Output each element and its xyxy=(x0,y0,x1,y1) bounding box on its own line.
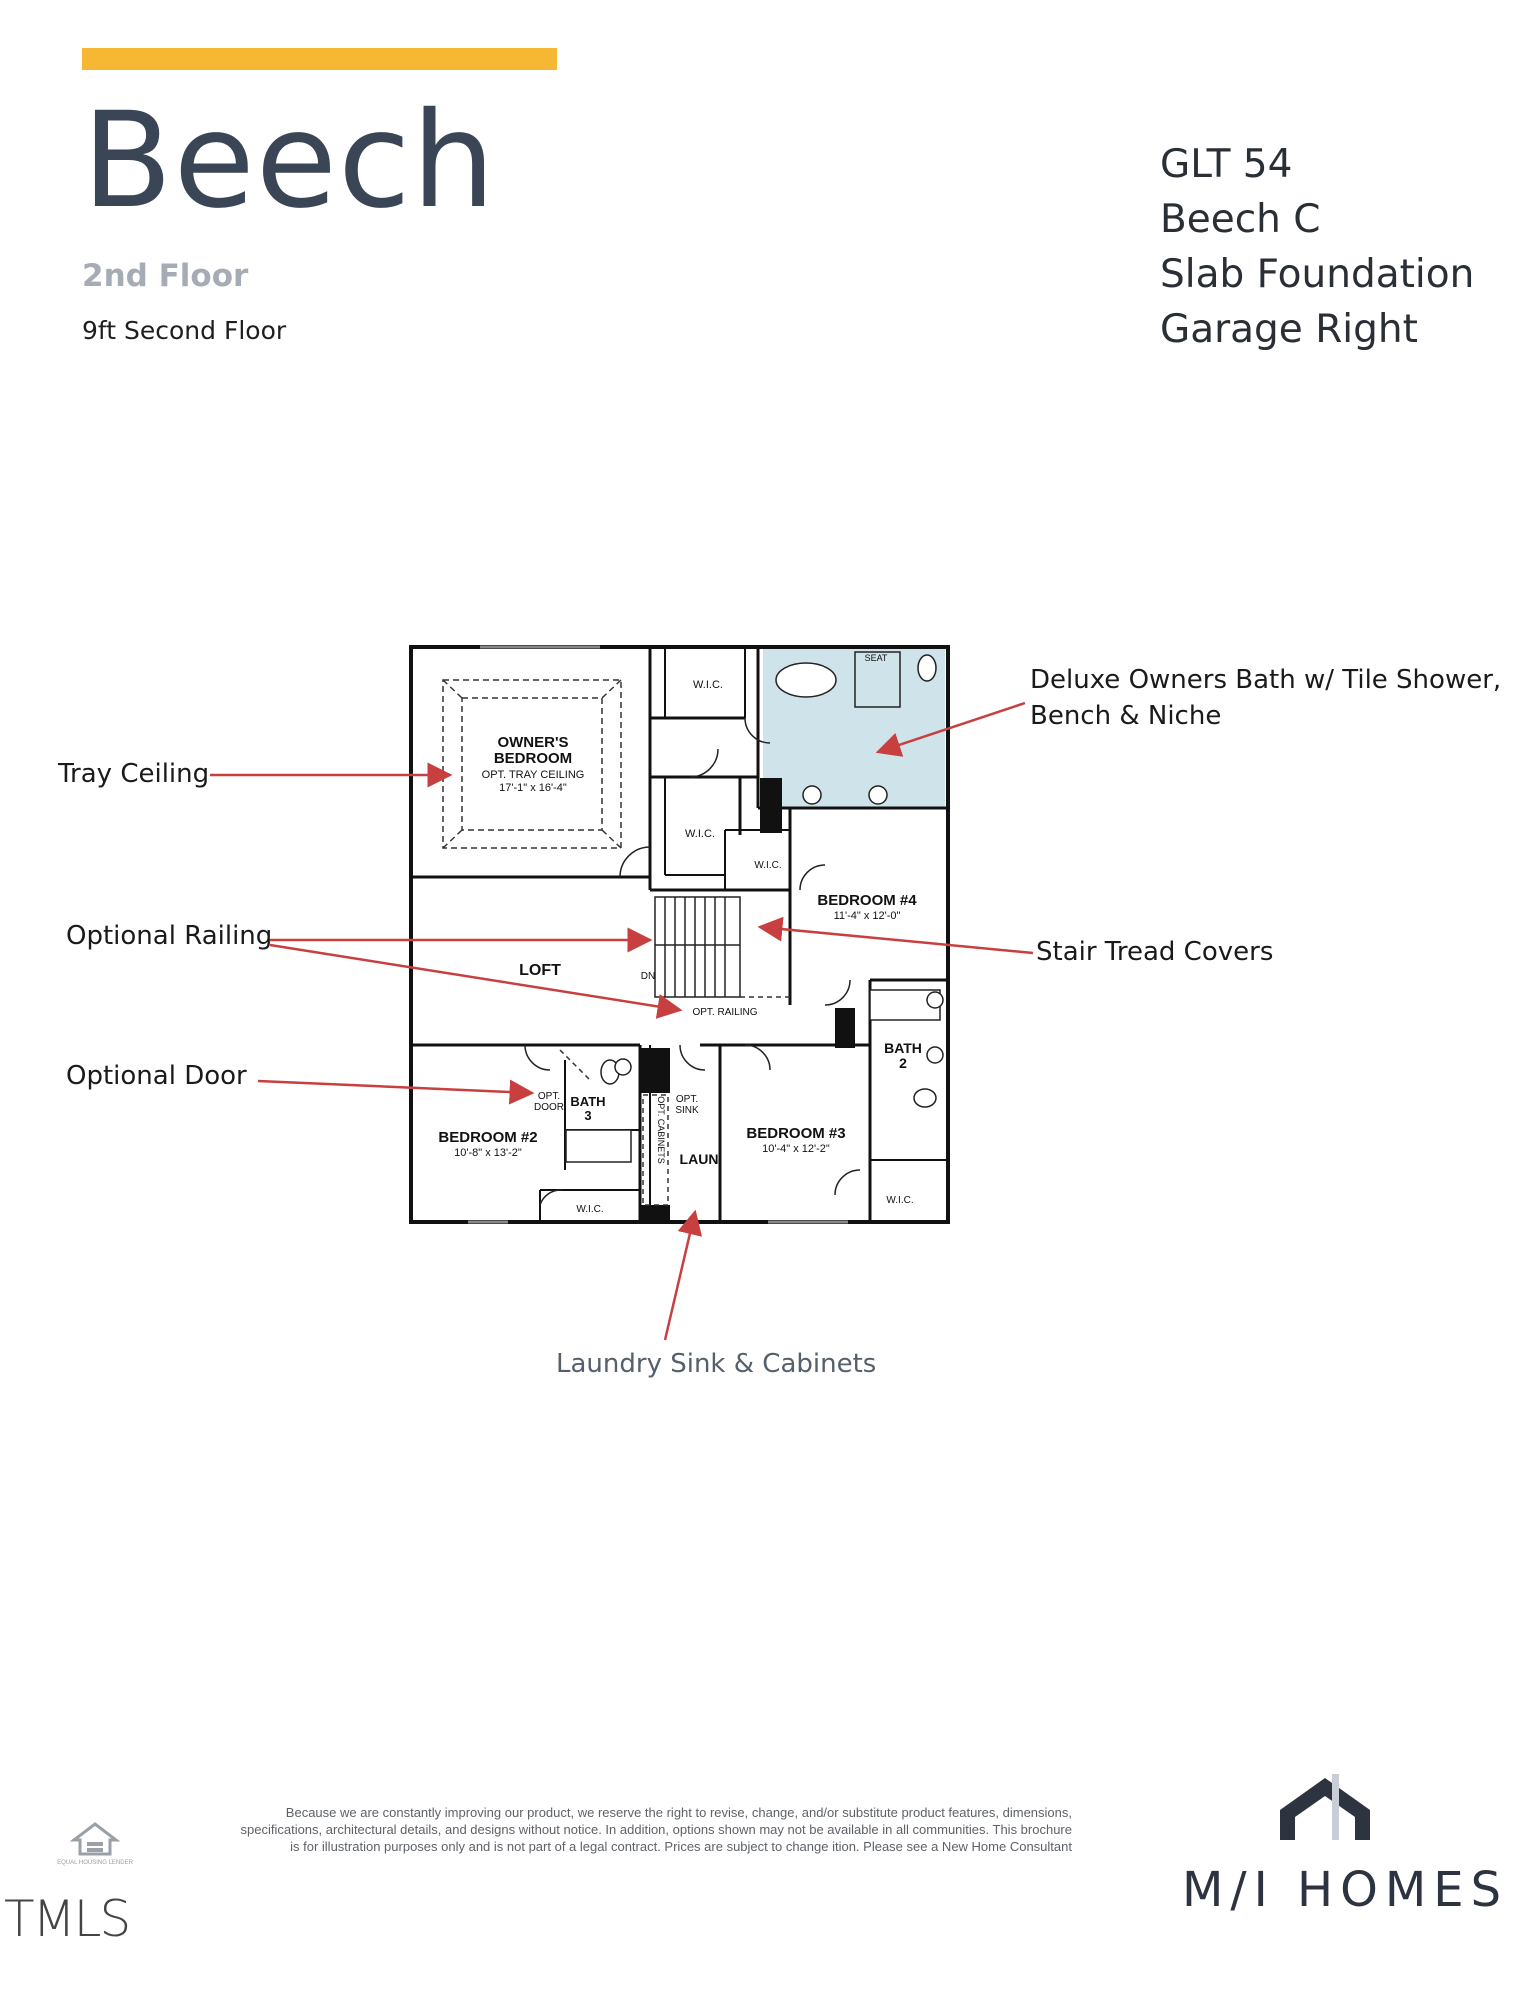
label-seat: SEAT xyxy=(864,653,888,663)
label-bedroom2: BEDROOM #2 xyxy=(438,1129,538,1146)
label-opt-door-2: DOOR xyxy=(534,1102,564,1113)
plan-info-model: Beech C xyxy=(1160,197,1321,242)
wall-block xyxy=(640,1205,670,1222)
callout-optional-railing: Optional Railing xyxy=(66,921,273,951)
wall-block xyxy=(835,1008,855,1048)
wall-block xyxy=(760,778,782,833)
label-bedroom3: BEDROOM #3 xyxy=(746,1125,846,1142)
brand-wordmark: M/I HOMES xyxy=(1182,1862,1509,1918)
label-bath2: BATH xyxy=(884,1040,922,1056)
page-title: Beech xyxy=(82,84,497,238)
label-opt-sink-1: OPT. xyxy=(675,1094,699,1105)
floor-subtitle: 9ft Second Floor xyxy=(82,316,287,345)
callout-laundry: Laundry Sink & Cabinets xyxy=(556,1349,877,1379)
label-bedroom4: BEDROOM #4 xyxy=(817,892,917,909)
plan-info-garage: Garage Right xyxy=(1160,307,1418,352)
stairs xyxy=(655,897,740,997)
label-wic-5: W.I.C. xyxy=(886,1195,914,1206)
mls-watermark: TMLS xyxy=(4,1890,130,1948)
equal-housing-lender-icon xyxy=(57,1820,133,1870)
label-opt-railing: OPT. RAILING xyxy=(692,1007,758,1018)
label-wic-1: W.I.C. xyxy=(693,679,723,691)
label-owners-bedroom-2: BEDROOM xyxy=(493,750,573,767)
label-wic-3: W.I.C. xyxy=(754,860,782,871)
plan-info-foundation: Slab Foundation xyxy=(1160,252,1475,297)
eho-text: EQUAL HOUSING LENDER xyxy=(57,1860,133,1866)
callout-stair-tread: Stair Tread Covers xyxy=(1036,937,1274,967)
label-dn: DN xyxy=(640,971,656,982)
label-loft: LOFT xyxy=(519,962,561,979)
label-bath3: BATH xyxy=(570,1094,606,1109)
callout-deluxe-bath-line2: Bench & Niche xyxy=(1030,701,1222,732)
label-owners-tray: OPT. TRAY CEILING xyxy=(481,769,585,781)
label-opt-sink-2: SINK xyxy=(675,1105,699,1116)
callout-tray-ceiling: Tray Ceiling xyxy=(58,759,210,789)
label-bath3-num: 3 xyxy=(584,1108,592,1123)
label-opt-cabinets: OPT. CABINETS xyxy=(656,1096,666,1164)
label-wic-2: W.I.C. xyxy=(685,828,715,840)
label-bedroom2-dims: 10'-8" x 13'-2" xyxy=(454,1147,522,1159)
label-owners-bedroom: OWNER'S xyxy=(497,734,569,751)
label-bedroom3-dims: 10'-4" x 12'-2" xyxy=(762,1143,830,1155)
mi-homes-logo-icon xyxy=(1275,1770,1395,1850)
disclaimer: Because we are constantly improving our product, we reserve the right to revise, change, and/or substitute product features, dimensions, specifications, architectural details, and designs without notice. In addition, options shown may not be available in all communities. This brochure is for illustration purposes only and is not part of a legal contract. Prices are subject to change ition. Please see a New Home Consultant xyxy=(240,1805,1072,1854)
label-bath2-num: 2 xyxy=(899,1055,907,1071)
floor-label: 2nd Floor xyxy=(82,258,249,294)
plan-info-lot: GLT 54 xyxy=(1160,142,1293,187)
callout-optional-door: Optional Door xyxy=(66,1061,247,1091)
label-bedroom4-dims: 11'-4" x 12'-0" xyxy=(833,910,901,922)
wall-block xyxy=(640,1048,670,1093)
callout-deluxe-bath-line1: Deluxe Owners Bath w/ Tile Shower, xyxy=(1030,665,1502,695)
label-owners-dims: 17'-1" x 16'-4" xyxy=(499,782,567,794)
label-wic-4: W.I.C. xyxy=(576,1204,604,1215)
label-opt-door-1: OPT. xyxy=(537,1091,561,1102)
label-laun: LAUN xyxy=(679,1151,719,1167)
